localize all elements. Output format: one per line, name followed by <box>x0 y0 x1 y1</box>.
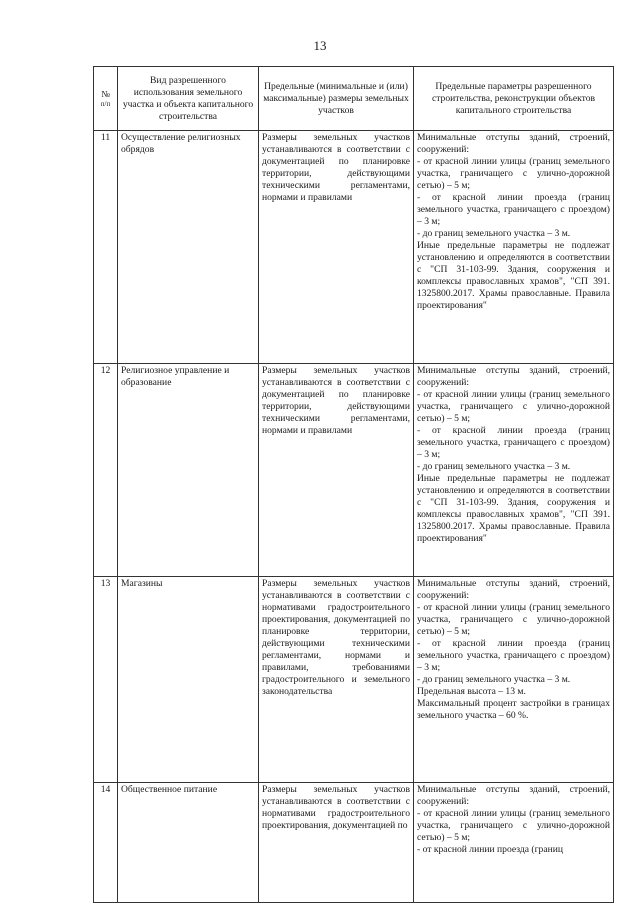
permitted-use: Религиозное управление и образование <box>118 364 259 577</box>
construction-params <box>414 577 614 783</box>
param-line: Минимальные отступы зданий, строений, сооружений: <box>417 365 610 388</box>
row-number: 11 <box>94 131 118 364</box>
table-row <box>94 364 614 577</box>
header-number-abbrev: п/п <box>100 99 111 108</box>
header-number <box>94 67 118 131</box>
param-line: Иные предельные параметры не подлежат установлению и определяются в соответствии с "СП 31-103-99. Здания, сооружения и комплексы православных храмов", "СП 391. 1325800.2017. Храмы православные. Правила проектирования" <box>417 473 610 544</box>
header-construction-params: Предельные параметры разрешенного строительства, реконструкции объектов капитального строительства <box>414 67 614 131</box>
table-row <box>94 131 614 364</box>
row-number: 12 <box>94 364 118 577</box>
param-line: Минимальные отступы зданий, строений, сооружений: <box>417 578 610 601</box>
permitted-use: Осуществление религиозных обрядов <box>118 131 259 364</box>
construction-params <box>414 131 614 364</box>
permitted-use: Общественное питание <box>118 783 259 903</box>
param-line: Минимальные отступы зданий, строений, сооружений: <box>417 784 610 807</box>
param-line: - от красной линии улицы (границ земельного участка, граничащего с улично-дорожной сетью) – 5 м; <box>417 389 610 424</box>
table-row <box>94 577 614 783</box>
row-number: 14 <box>94 783 118 903</box>
param-line: Предельная высота – 13 м. <box>417 686 526 697</box>
table-header-row <box>94 67 614 131</box>
param-line: Иные предельные параметры не подлежат установлению и определяются в соответствии с "СП 31-103-99. Здания, сооружения и комплексы православных храмов", "СП 391. 1325800.2017. Храмы православные. Правила проектирования" <box>417 240 610 311</box>
param-line: - от красной линии проезда (границ земельного участка, граничащего с проездом) – 3 м; <box>417 638 610 673</box>
param-line: - до границ земельного участка – 3 м. <box>417 228 571 239</box>
construction-params <box>414 364 614 577</box>
permitted-use: Магазины <box>118 577 259 783</box>
plot-sizes: Размеры земельных участков устанавливаются в соответствии с документацией по планировке территории, действующими техническими регламентами, нормами и правилами <box>259 364 414 577</box>
header-number-symbol: № <box>101 88 110 99</box>
param-line: - до границ земельного участка – 3 м. <box>417 674 571 685</box>
regulations-table <box>93 66 614 903</box>
param-line: - от красной линии проезда (границ земельного участка, граничащего с проездом) – 3 м; <box>417 425 610 460</box>
param-line: - до границ земельного участка – 3 м. <box>417 461 571 472</box>
construction-params <box>414 783 614 903</box>
param-line: - от красной линии проезда (границ <box>417 844 563 855</box>
plot-sizes: Размеры земельных участков устанавливаются в соответствии с нормативами градостроительного проектирования, документацией по <box>259 783 414 903</box>
header-permitted-use: Вид разрешенного использования земельного участка и объекта капитального строительства <box>118 67 259 131</box>
param-line: Максимальный процент застройки в границах земельного участка – 60 %. <box>417 698 610 721</box>
param-line: - от красной линии улицы (границ земельного участка, граничащего с улично-дорожной сетью) – 5 м; <box>417 602 610 637</box>
param-line: - от красной линии улицы (границ земельного участка, граничащего с улично-дорожной сетью) – 5 м; <box>417 156 610 191</box>
header-plot-sizes: Предельные (минимальные и (или) максимальные) размеры земельных участков <box>259 67 414 131</box>
row-number: 13 <box>94 577 118 783</box>
plot-sizes: Размеры земельных участков устанавливаются в соответствии с нормативами градостроительного проектирования, документацией по планировке территории, действующими техническими регламентами, нормами и правилами, требованиями градостроительного и земельного законодательства <box>259 577 414 783</box>
page-number: 13 <box>313 38 327 53</box>
param-line: - от красной линии проезда (границ земельного участка, граничащего с проездом) – 3 м; <box>417 192 610 227</box>
table-row <box>94 783 614 903</box>
param-line: Минимальные отступы зданий, строений, сооружений: <box>417 132 610 155</box>
plot-sizes: Размеры земельных участков устанавливаются в соответствии с документацией по планировке территории, действующими техническими регламентами, нормами и правилами <box>259 131 414 364</box>
param-line: - от красной линии улицы (границ земельного участка, граничащего с улично-дорожной сетью) – 5 м; <box>417 808 610 843</box>
